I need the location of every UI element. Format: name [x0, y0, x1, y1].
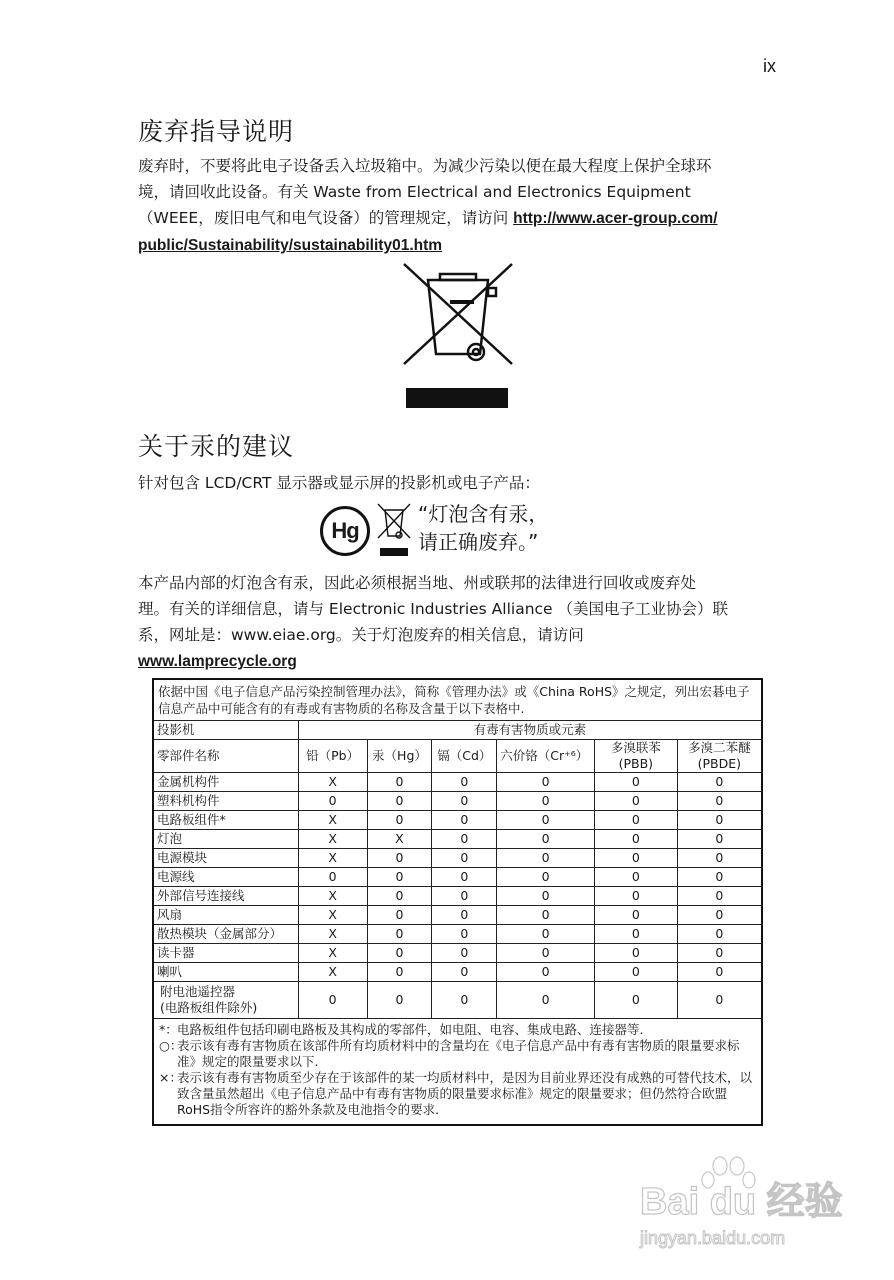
value-cell: 0 — [432, 963, 497, 982]
section-title-disposal: 废弃指导说明 — [138, 117, 295, 146]
value-cell: 0 — [432, 982, 497, 1019]
value-cell: 0 — [367, 982, 432, 1019]
col-header-pbde — [677, 740, 762, 773]
value-cell: 0 — [497, 906, 595, 925]
header-line: 多溴联苯 — [610, 740, 661, 755]
part-name-cell: 散热模块（金属部分） — [153, 925, 298, 944]
value-cell: 0 — [594, 849, 677, 868]
value-cell: X — [298, 906, 367, 925]
col-header-cd: 镉（Cd） — [432, 740, 497, 773]
value-cell: 0 — [497, 963, 595, 982]
mercury-hg-icon: Hg — [320, 506, 370, 556]
warning-line: 请正确废弃。” — [418, 530, 539, 554]
value-cell: 0 — [677, 925, 762, 944]
col-header-hg: 汞（Hg） — [367, 740, 432, 773]
part-name-cell: 风扇 — [153, 906, 298, 925]
value-cell: 0 — [594, 811, 677, 830]
value-cell: 0 — [367, 944, 432, 963]
header-line: (PBDE) — [697, 756, 742, 771]
value-cell: 0 — [367, 925, 432, 944]
part-name-cell: 灯泡 — [153, 830, 298, 849]
value-cell: X — [298, 963, 367, 982]
para-line: 废弃时，不要将此电子设备丢入垃圾箱中。为减少污染以便在最大程度上保护全球环 — [138, 157, 712, 175]
table-row — [153, 982, 762, 1019]
table-row — [153, 792, 762, 811]
value-cell: 0 — [497, 773, 595, 792]
value-cell: 0 — [497, 849, 595, 868]
crossed-out-wheelie-bin-icon — [400, 260, 520, 412]
table-row — [153, 925, 762, 944]
table-row — [153, 830, 762, 849]
value-cell: 0 — [298, 868, 367, 887]
value-cell: 0 — [594, 830, 677, 849]
value-cell: X — [367, 830, 432, 849]
value-cell: 0 — [497, 811, 595, 830]
value-cell: 0 — [497, 887, 595, 906]
watermark-url: jingyan.baidu.com — [640, 1228, 786, 1248]
value-cell: 0 — [367, 849, 432, 868]
value-cell: 0 — [432, 925, 497, 944]
header-line: 多溴二苯醚 — [688, 740, 751, 755]
para-line: 系，网址是：www.eiae.org。关于灯泡废弃的相关信息，请访问 — [138, 626, 584, 644]
value-cell: 0 — [594, 925, 677, 944]
crossed-out-bin-small-icon — [376, 502, 412, 560]
lamprecycle-link[interactable]: www.lamprecycle.org — [138, 653, 297, 670]
mercury-warning-text — [418, 500, 548, 556]
part-name-cell: 金属机构件 — [153, 773, 298, 792]
mercury-warning-block — [320, 500, 620, 562]
value-cell: 0 — [594, 792, 677, 811]
page-number: ix — [763, 56, 776, 76]
table-intro: 依据中国《电子信息产品污染控制管理办法》，简称《管理办法》或《China RoHS》之规定，列出宏碁电子信息产品中可能含有的有毒或有害物质的名称及含量于以下表格中. — [153, 679, 762, 721]
part-name-cell: 电路板组件* — [153, 811, 298, 830]
mercury-intro: 针对包含 LCD/CRT 显示器或显示屏的投影机或电子产品： — [138, 474, 540, 492]
mercury-paragraph — [138, 570, 778, 675]
value-cell: 0 — [298, 982, 367, 1019]
table-row — [153, 868, 762, 887]
value-cell: 0 — [497, 868, 595, 887]
table-row — [153, 773, 762, 792]
value-cell: 0 — [432, 868, 497, 887]
value-cell: 0 — [432, 906, 497, 925]
value-cell: 0 — [594, 773, 677, 792]
value-cell: 0 — [432, 773, 497, 792]
part-name-cell: 电源线 — [153, 868, 298, 887]
value-cell: 0 — [367, 963, 432, 982]
value-cell: 0 — [594, 868, 677, 887]
value-cell: 0 — [367, 792, 432, 811]
note-circle — [159, 1038, 756, 1070]
value-cell: 0 — [367, 811, 432, 830]
para-line: （WEEE，废旧电气和电气设备）的管理规定，请访问 — [138, 209, 514, 227]
value-cell: X — [298, 849, 367, 868]
value-cell: 0 — [432, 830, 497, 849]
table-body — [153, 773, 762, 1019]
watermark-brand: Bai du 经验 — [640, 1181, 843, 1223]
value-cell: 0 — [594, 906, 677, 925]
part-name-cell — [153, 982, 298, 1019]
col-header-pb: 铅（Pb） — [298, 740, 367, 773]
acer-sustainability-link-cont[interactable]: public/Sustainability/sustainability01.htm — [138, 237, 443, 254]
part-name-cell: 读卡器 — [153, 944, 298, 963]
note-cross — [159, 1070, 756, 1118]
part-name-cell: 外部信号连接线 — [153, 887, 298, 906]
value-cell: 0 — [677, 944, 762, 963]
value-cell: 0 — [677, 982, 762, 1019]
part-name-cell: 喇叭 — [153, 963, 298, 982]
part-name-cell: 塑料机构件 — [153, 792, 298, 811]
acer-sustainability-link[interactable]: http://www.acer-group.com/ — [513, 210, 718, 227]
part-line: 附电池遥控器 — [160, 984, 236, 999]
value-cell: 0 — [677, 830, 762, 849]
table-row — [153, 944, 762, 963]
warning-line: “灯泡含有汞， — [418, 502, 549, 526]
hazardous-substances-table — [152, 678, 763, 1126]
value-cell: 0 — [594, 944, 677, 963]
note-text: 电路板组件包括印刷电路板及其构成的零部件，如电阻、电容、集成电路、连接器等. — [177, 1022, 644, 1037]
value-cell: 0 — [594, 963, 677, 982]
product-label: 投影机 — [153, 721, 298, 740]
value-cell: 0 — [497, 830, 595, 849]
value-cell: 0 — [432, 792, 497, 811]
value-cell: X — [298, 773, 367, 792]
section-title-mercury: 关于汞的建议 — [138, 432, 295, 461]
value-cell: 0 — [497, 792, 595, 811]
table-row — [153, 963, 762, 982]
table-row — [153, 811, 762, 830]
value-cell: 0 — [594, 982, 677, 1019]
value-cell: 0 — [594, 887, 677, 906]
value-cell: 0 — [497, 925, 595, 944]
value-cell: 0 — [432, 849, 497, 868]
header-line: (PBB) — [618, 756, 654, 771]
value-cell: 0 — [677, 811, 762, 830]
part-line: (电路板组件除外) — [160, 1000, 258, 1015]
value-cell: 0 — [432, 944, 497, 963]
value-cell: 0 — [677, 773, 762, 792]
value-cell: 0 — [367, 906, 432, 925]
note-text: 表示该有毒有害物质至少存在于该部件的某一均质材料中，是因为目前业界还没有成熟的可替代技术，以致含量虽然超出《电子信息产品中有毒有害物质的限量要求标准》规定的限量要求；但仍然符合欧盟RoHS指令所容许的豁外条款及电池指令的要求. — [177, 1070, 753, 1117]
note-mark: ○： — [159, 1038, 183, 1053]
table-row — [153, 887, 762, 906]
value-cell: 0 — [677, 849, 762, 868]
value-cell: X — [298, 811, 367, 830]
baidu-jingyan-watermark — [636, 1152, 846, 1252]
table-row — [153, 849, 762, 868]
para-line: 本产品内部的灯泡含有汞，因此必须根据当地、州或联邦的法律进行回收或废弃处 — [138, 574, 697, 592]
value-cell: 0 — [677, 963, 762, 982]
para-line: 境，请回收此设备。有关 Waste from Electrical and Electronics Equipment — [138, 183, 691, 201]
note-asterisk — [159, 1022, 756, 1038]
value-cell: X — [298, 887, 367, 906]
note-mark: *： — [159, 1022, 178, 1037]
value-cell: 0 — [677, 792, 762, 811]
group-header: 有毒有害物质或元素 — [298, 721, 762, 740]
disposal-paragraph — [138, 153, 778, 259]
value-cell: X — [298, 830, 367, 849]
value-cell: 0 — [367, 887, 432, 906]
note-text: 表示该有毒有害物质在该部件所有均质材料中的含量均在《电子信息产品中有毒有害物质的限量要求标准》规定的限量要求以下. — [177, 1038, 740, 1069]
value-cell: X — [298, 944, 367, 963]
value-cell: 0 — [432, 811, 497, 830]
col-header-pbb — [594, 740, 677, 773]
value-cell: 0 — [432, 887, 497, 906]
col-header-cr6: 六价铬（Cr⁺⁶） — [497, 740, 595, 773]
value-cell: X — [298, 925, 367, 944]
value-cell: 0 — [677, 887, 762, 906]
table-row — [153, 906, 762, 925]
value-cell: 0 — [497, 982, 595, 1019]
value-cell: 0 — [677, 906, 762, 925]
note-mark: ×： — [159, 1070, 182, 1085]
value-cell: 0 — [367, 868, 432, 887]
para-line: 理。有关的详细信息，请与 Electronic Industries Alliance （美国电子工业协会）联 — [138, 600, 729, 618]
value-cell: 0 — [677, 868, 762, 887]
part-name-cell: 电源模块 — [153, 849, 298, 868]
value-cell: 0 — [367, 773, 432, 792]
table-notes — [153, 1019, 762, 1126]
value-cell: 0 — [497, 944, 595, 963]
part-name-header: 零部件名称 — [153, 740, 298, 773]
value-cell: 0 — [298, 792, 367, 811]
